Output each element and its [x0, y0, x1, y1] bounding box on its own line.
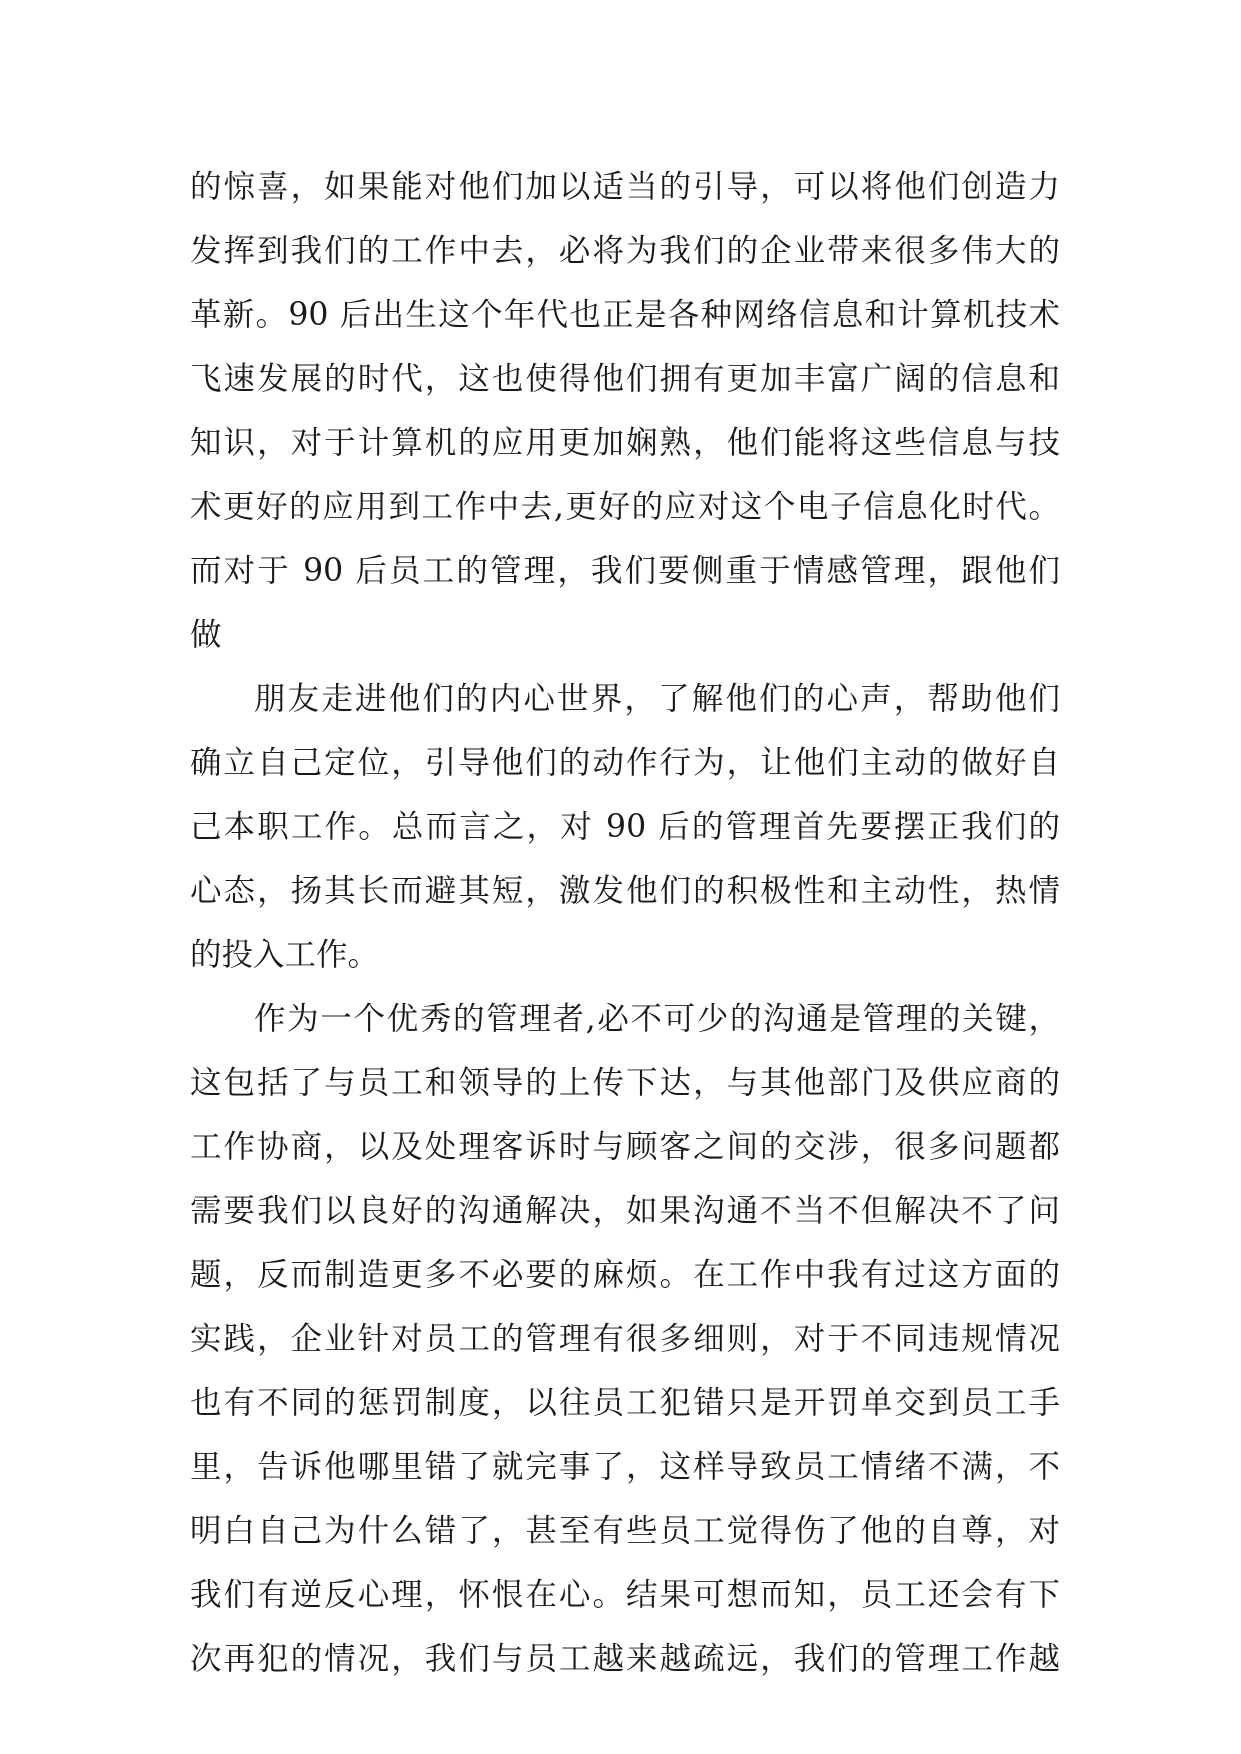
text-line: 需要我们以良好的沟通解决，如果沟通不当不但解决不了问 — [190, 1193, 1060, 1229]
text-line: 做 — [190, 617, 222, 653]
paragraph-3 — [190, 987, 1060, 1691]
text-line: 知识，对于计算机的应用更加娴熟，他们能将这些信息与技 — [190, 425, 1060, 461]
text-line: 也有不同的惩罚制度，以往员工犯错只是开罚单交到员工手 — [190, 1385, 1060, 1421]
text-line: 心态，扬其长而避其短，激发他们的积极性和主动性，热情 — [190, 873, 1060, 909]
text-line: 术更好的应用到工作中去,更好的应对这个电子信息化时代。 — [190, 489, 1060, 525]
paragraph-2 — [190, 667, 1060, 987]
text-line: 题，反而制造更多不必要的麻烦。在工作中我有过这方面的 — [190, 1257, 1060, 1293]
text-line: 这包括了与员工和领导的上传下达，与其他部门及供应商的 — [190, 1065, 1060, 1101]
text-line: 己本职工作。总而言之，对 90 后的管理首先要摆正我们的 — [190, 809, 1060, 845]
text-line: 实践，企业针对员工的管理有很多细则，对于不同违规情况 — [190, 1321, 1060, 1357]
paragraph-1 — [190, 155, 1060, 667]
text-line: 我们有逆反心理，怀恨在心。结果可想而知，员工还会有下 — [190, 1577, 1060, 1613]
text-line: 发挥到我们的工作中去，必将为我们的企业带来很多伟大的 — [190, 233, 1060, 269]
text-line: 革新。90 后出生这个年代也正是各种网络信息和计算机技术 — [190, 297, 1060, 333]
text-line: 的投入工作。 — [190, 937, 380, 973]
text-line: 里，告诉他哪里错了就完事了，这样导致员工情绪不满，不 — [190, 1449, 1060, 1485]
text-line: 朋友走进他们的内心世界，了解他们的心声，帮助他们 — [254, 681, 1060, 717]
document-body — [190, 155, 1060, 1691]
text-line: 次再犯的情况，我们与员工越来越疏远，我们的管理工作越 — [190, 1641, 1060, 1677]
text-line: 确立自己定位，引导他们的动作行为，让他们主动的做好自 — [190, 745, 1060, 781]
text-line: 明白自己为什么错了，甚至有些员工觉得伤了他的自尊，对 — [190, 1513, 1060, 1549]
text-line: 的惊喜，如果能对他们加以适当的引导，可以将他们创造力 — [190, 169, 1060, 205]
text-line: 而对于 90 后员工的管理，我们要侧重于情感管理，跟他们 — [190, 553, 1060, 589]
text-line: 飞速发展的时代，这也使得他们拥有更加丰富广阔的信息和 — [190, 361, 1060, 397]
text-line: 作为一个优秀的管理者,必不可少的沟通是管理的关键， — [254, 1001, 1060, 1037]
text-line: 工作协商，以及处理客诉时与顾客之间的交涉，很多问题都 — [190, 1129, 1060, 1165]
